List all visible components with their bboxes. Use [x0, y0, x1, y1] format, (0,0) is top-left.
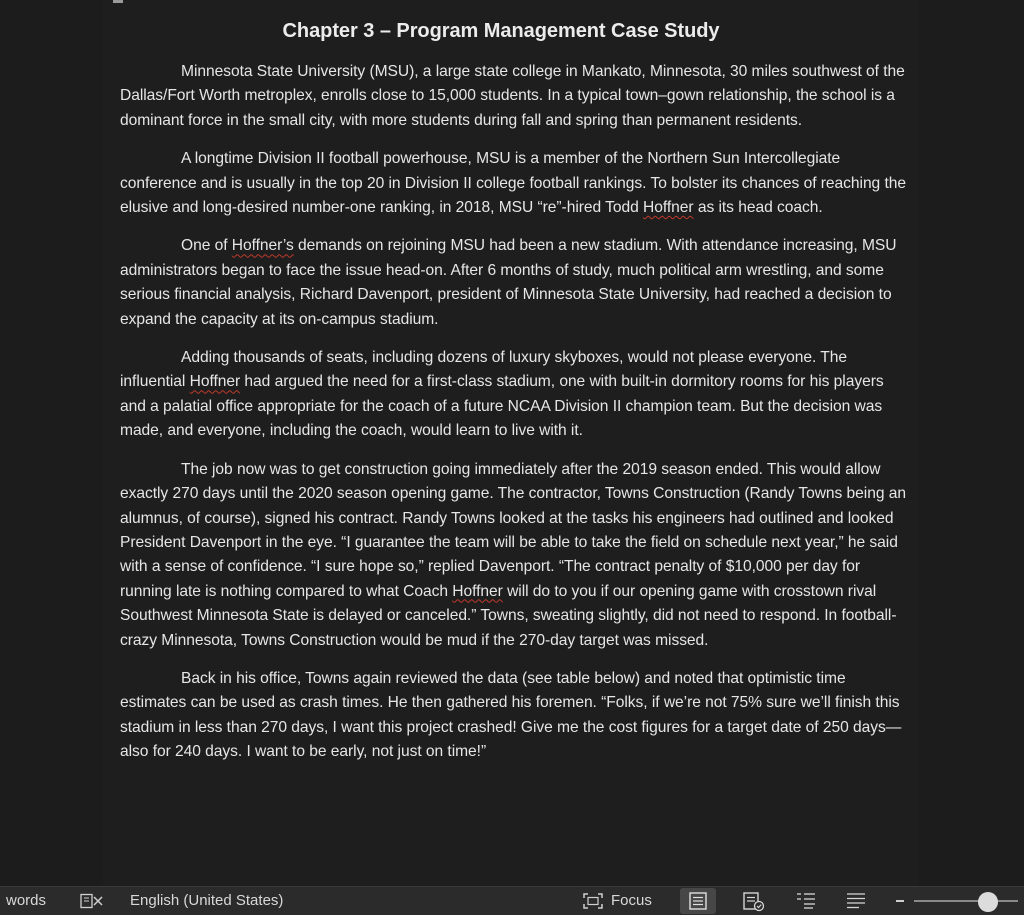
language-indicator[interactable]: English (United States) — [130, 892, 284, 909]
paragraph-2-text-c: as its head coach. — [693, 199, 823, 217]
paragraph-5-text-c: will do to you if our opening game with crosstown rival Southwest Minnesota State is delayed or canceled.” Towns, sweating slightly, did not need to respond. In football-crazy Minnesota, Towns Construction would be mud if the 270-day target was missed. — [120, 582, 897, 649]
paragraph-5 — [120, 458, 910, 653]
paragraph-2 — [120, 147, 910, 220]
read-mode-icon — [688, 891, 708, 911]
document-title: Chapter 3 – Program Management Case Study — [282, 20, 720, 42]
spelling-error-word[interactable]: Hoffner — [189, 373, 241, 391]
word-count[interactable]: words — [6, 892, 47, 909]
spelling-error-word[interactable]: Hoffner — [643, 199, 694, 217]
paragraph-2-text-a: A longtime Division II football powerhouse, MSU is a member of the Northern Sun Intercollegiate conference and is usually in the top 20 in Division II college football rankings. To bolster its chances of reaching the elusive and long-desired number-one ranking, in 2018, MSU “re”-hired Todd — [120, 150, 906, 217]
focus-icon — [583, 893, 603, 909]
proofing-check-icon[interactable] — [80, 893, 104, 909]
spelling-error-word[interactable]: Hoffner — [452, 582, 503, 600]
zoom-out-icon[interactable] — [896, 900, 904, 902]
paragraph-3-text-a: One of — [181, 237, 232, 255]
paragraph-4-text-c: had argued the need for a first-class stadium, one with built-in dormitory rooms for his players and a palatial office appropriate for the coach of a future NCAA Division II champion team. But the decision was made, and everyone, including the coach, would learn to live with it. — [120, 373, 884, 440]
web-layout-icon — [795, 891, 819, 911]
paragraph-3 — [120, 234, 910, 332]
focus-label: Focus — [611, 892, 652, 909]
focus-button[interactable] — [583, 887, 652, 915]
paragraph-5-text-a: The job now was to get construction going immediately after the 2019 season ended. This would allow exactly 270 days until the 2020 season opening game. The contractor, Towns Construction (Randy Towns being an alumnus, of course), signed his contract. Randy Towns looked at the tasks his engineers had outlined and looked President Davenport in the eye. “I guarantee the team will be able to take the field on schedule next year,” he said with a sense of confidence. “I sure hope so,” replied Davenport. “The contract penalty of $10,000 per day for running late is nothing compared to what Coach — [120, 460, 906, 600]
paragraph-1: Minnesota State University (MSU), a large state college in Mankato, Minnesota, 30 miles southwest of the Dallas/Fort Worth metroplex, enrolls close to 15,000 students. In a typical town–gown relationship, the school is a dominant force in the small city, with more students during fall and spring than permanent residents. — [120, 63, 905, 129]
paragraph-4-text-a: Adding thousands of seats, including dozens of luxury skyboxes, would not please everyone. The influential — [120, 349, 847, 391]
outline-icon — [845, 891, 867, 911]
paragraph-6: Back in his office, Towns again reviewed the data (see table below) and noted that optimistic time estimates can be used as crash times. He then gathered his foremen. “Folks, if we’re not 75% sure we’ll finish this stadium in less than 270 days, I want this project crashed! Give me the cost figures for a target date of 250 days—also for 240 days. I want to be early, not just on time!” — [120, 669, 902, 761]
spelling-error-word[interactable]: Hoffner’s — [231, 237, 294, 255]
document-body[interactable] — [120, 0, 910, 779]
paragraph-4 — [120, 346, 910, 444]
print-layout-icon — [742, 891, 766, 913]
paragraph-3-text-c: demands on rejoining MSU had been a new stadium. With attendance increasing, MSU administrators began to face the issue head-on. After 6 months of study, much political arm wrestling, and some serious financial analysis, Richard Davenport, president of Minnesota State University, had reached a decision to expand the capacity at its on-campus stadium. — [120, 237, 897, 328]
zoom-slider-thumb[interactable] — [978, 892, 998, 912]
status-bar — [0, 886, 1024, 915]
zoom-slider-track[interactable] — [914, 900, 1018, 902]
read-mode-button[interactable] — [680, 888, 716, 914]
